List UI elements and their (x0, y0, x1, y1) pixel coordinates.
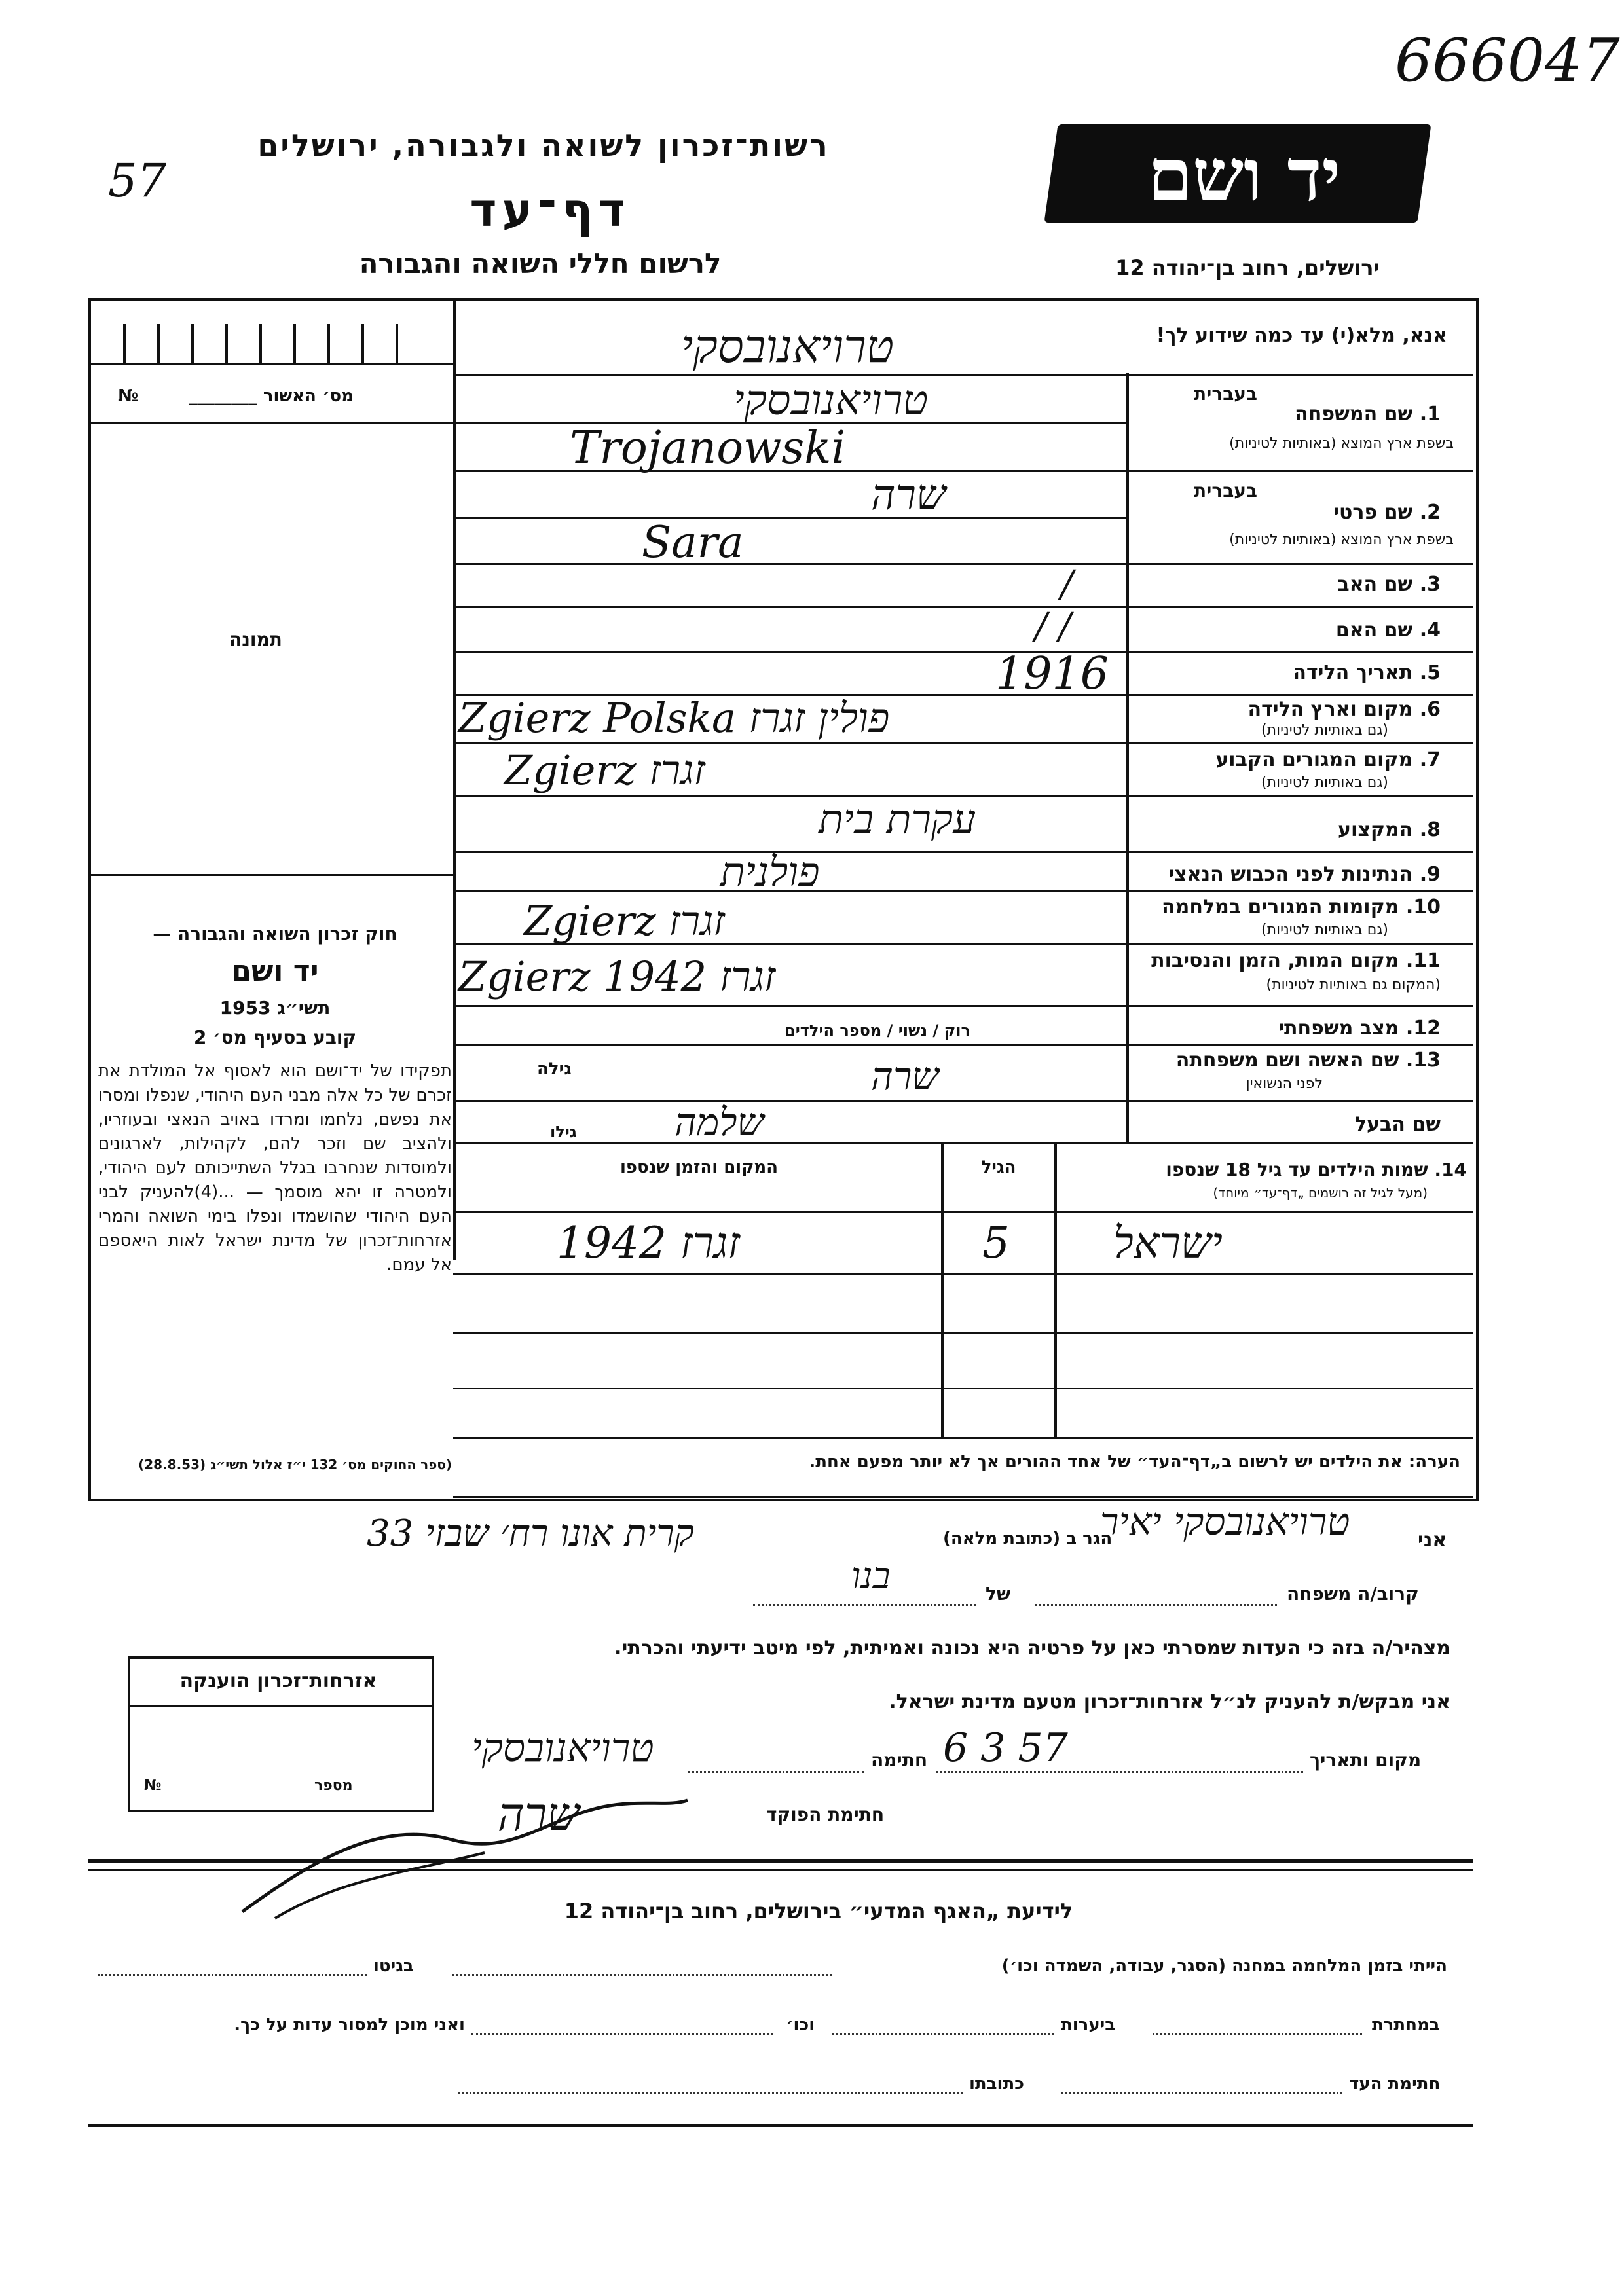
mother-value: / / (1035, 606, 1071, 648)
official-signature-value: שרה (498, 1787, 580, 1841)
archive-number: 666047 (1395, 26, 1620, 95)
marital-options: רוק / נשוי / מספר הילדים (784, 1021, 970, 1040)
law-source: (ספר החוקים מס׳ 132 י״ז אלול תשי״ג (28.8.53) (138, 1457, 452, 1472)
declaration-i: אני (1418, 1529, 1447, 1552)
children-header: 14. שמות הילדים עד גיל 18 שנספו (1166, 1159, 1467, 1180)
field-8-label: 8. המקצוע (1337, 818, 1441, 841)
bottom-line2-a: במחתרת (1372, 2015, 1440, 2035)
field-12-label: 12. מצב משפחתי (1278, 1017, 1441, 1040)
resident-at-label: הגר ב (כתובת מלאה) (943, 1529, 1113, 1548)
children-note: הערה: את הילדים יש לרשום ב„דף־העד״ של אחד ההורים אך לא יותר מפעם אחת. (809, 1452, 1460, 1472)
children-place-col: המקום והזמן שנספו (619, 1157, 779, 1177)
law-body: תפקידו של יד־ושם הוא לאסוף אל המולדת את זכרם של כל אלה מבני העם היהודי, שנפלו ומסרו את נפשם, נלחמו ומרדו באויב הנאצי ובעוזריו, ולהציב שם וזכר להם, לקהילות, לארגונים ולמוסדות שנחרבו בגלל השתייכותם לעם היהודי, ולמטרה זו יהא מוסמך — ...(4)להעניק לבני העם היהודי שהושמדו ונפלו בימי השואה והמרי אזרחות־זכרון של מדינת ישראל לאות היאספם אל עמם. (98, 1061, 452, 1275)
bottom-line3-b: כתובתו (969, 2074, 1024, 2094)
field-10-label: 10. מקומות המגורים במלחמה (1162, 896, 1441, 919)
official-signature-scribble (236, 1781, 694, 1925)
field-5-label: 5. תאריך הלידה (1293, 661, 1441, 684)
instruction: אנא, מלא(י) עד כמה שידוע לך! (1156, 324, 1447, 347)
first-name-latin-value: Sara (642, 517, 744, 568)
child-age-value: 5 (982, 1218, 1010, 1268)
approval-number-suffix: № (118, 386, 139, 406)
field-3-label: 3. שם האב (1337, 573, 1441, 596)
field-13-label: 13. שם האשה ושם משפחתה (1175, 1049, 1441, 1072)
logo-text: יד ושם (1147, 133, 1341, 217)
father-value: / (1061, 563, 1073, 606)
form-subtitle: לרשום חללי השואה והגבורה (359, 247, 722, 280)
official-signature-label: חתימת הפוקד (766, 1804, 885, 1825)
husband-value: שלמה (674, 1100, 764, 1144)
field-4-label: 4. שם האם (1335, 619, 1441, 642)
husband-label: שם הבעל (1354, 1113, 1441, 1136)
field-2-tag: בעברית (1193, 480, 1257, 501)
authority-title: רשות־זכרון לשואה ולגבורה, ירושלים (257, 128, 830, 163)
date-value: 6 3 57 (943, 1725, 1068, 1771)
declarant-name-value: טרויאנובסקי יאיר (1100, 1499, 1350, 1544)
field-13-sub: לפני הנשואין (1246, 1076, 1323, 1092)
children-age-col: הגיל (981, 1157, 1016, 1177)
bottom-line2-d: ואני מוכן למסור עדות על כך. (234, 2015, 465, 2035)
law-year: תשי״ג 1953 (219, 997, 331, 1019)
surname-latin-value: Trojanowski (570, 422, 846, 474)
request-text: אני מבקש/ת להעניק לנ״ל אזרחות־זכרון מטעם מדינת ישראל. (889, 1690, 1450, 1713)
profession-value: עקרת בית (819, 795, 976, 843)
birthplace-value: Zgierz Polska פולין זגרז (458, 694, 890, 742)
child-place-value: זגרז 1942 (557, 1218, 740, 1268)
death-value: Zgierz זגרז 1942 (458, 953, 776, 1000)
signature-value: טרויאנובסקי (471, 1725, 654, 1771)
bottom-line2-c: וכו׳ (786, 2015, 815, 2035)
husband-age-label: גילו (550, 1123, 577, 1141)
page-number-note: 57 (108, 154, 167, 208)
relation-value: בנו (851, 1555, 891, 1597)
field-1-sub: בשפת ארץ המוצא (באותיות לטיניות) (1229, 435, 1454, 452)
stamp-box-title: אזרחות־זכרון הוענקה (179, 1669, 377, 1692)
law-name: יד ושם (231, 955, 319, 988)
field-2-label: 2. שם פרטי (1333, 501, 1441, 524)
wife-age-label: גילה (537, 1059, 572, 1079)
field-7-sub: (גם באותיות לטיניות) (1261, 774, 1388, 791)
residence-value: Zgierz זגרז (504, 746, 705, 794)
place-date-label: מקום ותאריך (1310, 1749, 1422, 1771)
child-name-value: ישראל (1113, 1218, 1223, 1268)
bottom-line3-a: חתימת העד (1349, 2074, 1441, 2094)
war-residence-value: Zgierz זגרז (524, 897, 725, 945)
first-name-hebrew-value: שרה (871, 471, 946, 520)
children-header-sub: (מעל לגיל זה רושמים „דף־עד״ מיוחד) (1213, 1185, 1428, 1201)
relative-label: קרוב/ה משפחה (1287, 1583, 1419, 1605)
field-7-label: 7. מקום המגורים הקבוע (1215, 748, 1441, 771)
affirm-text: מצהיר/ה בזה כי העדות שמסרתי כאן על פרטיה היא נכונה ואמיתית, לפי מיטב ידיעתי והכרתי. (614, 1637, 1450, 1660)
bottom-line1-b: בגיטו (373, 1956, 414, 1976)
photo-label: תמונה (229, 629, 282, 650)
field-10-sub: (גם באותיות לטיניות) (1261, 922, 1388, 938)
wife-value: שרה (871, 1054, 939, 1099)
field-11-sub: (המקום גם באותיות לטיניות) (1266, 977, 1441, 993)
address: ירושלים, רחוב בן־יהודה 12 (1115, 255, 1380, 280)
field-6-sub: (גם באותיות לטיניות) (1261, 722, 1388, 738)
approval-number-label: מס׳ האשור ________ (189, 386, 354, 406)
declarant-address-value: קרית אונו רח׳ שבזי 33 (367, 1512, 694, 1555)
signature-label: חתימה (871, 1749, 928, 1771)
scientific-dept-title: לידיעת „האגף המדעי״ בירושלים, רחוב בן־יהודה 12 (564, 1899, 1073, 1923)
nationality-value: פולנית (720, 848, 820, 896)
field-9-label: 9. הנתינות לפני הכבוש הנאצי (1168, 863, 1441, 886)
surname-hebrew-value: טרויאנובסקי (733, 376, 929, 425)
field-1-tag: בעברית (1193, 383, 1257, 405)
field-1-label: 1. שם המשפחה (1295, 403, 1441, 426)
stamp-box-suffix: № (144, 1777, 162, 1794)
field-11-label: 11. מקום המות, הזמן והנסיבות (1151, 949, 1441, 972)
birth-year-value: 1916 (995, 648, 1109, 700)
of-label: של (986, 1583, 1011, 1605)
law-section: קובע בסעיף מס׳ 2 (193, 1027, 357, 1048)
stamp-box-number: מספר (314, 1777, 353, 1794)
field-6-label: 6. מקום וארץ הלידה (1247, 698, 1441, 721)
bottom-line2-b: ביערות (1061, 2015, 1116, 2035)
bottom-line1-a: הייתי בזמן המלחמה במחנה (הסגר, עבודה, השמדה וכו׳) (1001, 1956, 1447, 1976)
surname-top-hand: טרויאנובסקי (681, 319, 894, 373)
field-2-sub: בשפת ארץ המוצא (באותיות לטיניות) (1229, 532, 1454, 548)
form-title: דף־עד (470, 183, 631, 237)
law-title: חוק זכרון השואה והגבורה — (153, 923, 397, 945)
